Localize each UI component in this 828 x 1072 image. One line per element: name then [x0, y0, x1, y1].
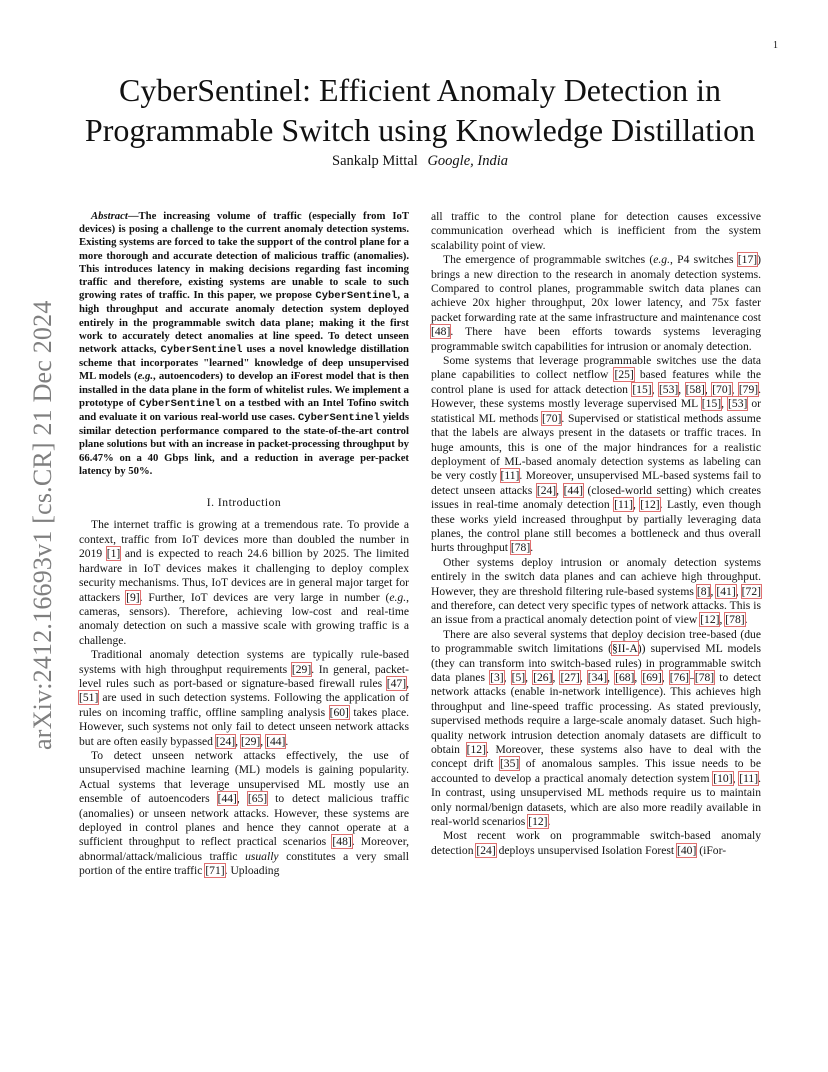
- citation[interactable]: [35]: [499, 757, 520, 771]
- paragraph: There are also several systems that deploy decision tree-based (due to programmable switch limitations (§II-A)) supervised ML models (they can transform into switch-based rules) in programmable switch data planes [3], [5], [26], [27], [34], [68], [69], [76]–[78] to detect network attacks (enable in-network intelligence). This achieves high throughput and line-speed traffic processing. As stated previously, supervised methods require a large-scale anomaly dataset. Such high-quality network intrusion detection anomaly datasets are difficult to obtain [12]. Moreover, these systems also have to deal with the concept drift [35] of anomalous samples. This issue needs to be accounted to develop a practical anomaly detection system [10], [11]. In contrast, using unsupervised ML methods require us to maintain only normal/benign datasets, which are also more readily available in real-world scenarios [12].: [431, 627, 762, 829]
- citation[interactable]: [34]: [587, 671, 608, 684]
- citation[interactable]: [24]: [536, 483, 557, 497]
- paragraph: The emergence of programmable switches (e.g., P4 switches [17]) brings a new direction to the research in anomaly detection systems. Compared to control planes, programmable switch data planes can achieve 20x higher throughput, 20x lower latency, and 75x faster packet forwarding rate at the same infrastructure and maintenance cost [48]. There have been efforts towards systems leveraging programmable switch capabilities for intrusion or anomaly detection.: [431, 253, 762, 353]
- paragraph: Most recent work on programmable switch-based anomaly detection [24] deploys unsupervised Isolation Forest [40] (iFor-: [431, 829, 761, 857]
- citation[interactable]: [1]: [106, 547, 121, 561]
- citation[interactable]: [3]: [490, 671, 504, 684]
- citation[interactable]: [11]: [614, 498, 633, 512]
- citation[interactable]: [65]: [247, 792, 268, 806]
- citation[interactable]: [10]: [713, 771, 733, 785]
- citation[interactable]: [27]: [560, 671, 580, 684]
- right-column: [431, 210, 761, 858]
- citation[interactable]: [15]: [701, 397, 722, 411]
- citation[interactable]: [51]: [79, 691, 99, 705]
- citation[interactable]: [70]: [712, 382, 732, 396]
- citation[interactable]: [9]: [126, 590, 140, 604]
- citation[interactable]: [12]: [640, 498, 660, 512]
- citation[interactable]: [11]: [739, 771, 759, 785]
- citation[interactable]: [68]: [615, 671, 635, 684]
- citation[interactable]: [78]: [510, 541, 531, 555]
- citation[interactable]: [15]: [632, 382, 652, 396]
- citation[interactable]: [53]: [658, 382, 679, 396]
- author-affiliation: Google, India: [427, 153, 508, 169]
- citation[interactable]: [47]: [386, 676, 407, 690]
- citation[interactable]: [70]: [542, 411, 562, 425]
- citation[interactable]: [17]: [737, 253, 758, 267]
- left-column: [79, 210, 409, 879]
- citation[interactable]: [8]: [696, 584, 711, 598]
- citation[interactable]: [72]: [741, 584, 761, 598]
- title-line-1: CyberSentinel: Efficient Anomaly Detection in: [119, 72, 721, 108]
- arxiv-identifier: arXiv:2412.16693v1 [cs.CR] 21 Dec 2024: [28, 300, 57, 750]
- citation[interactable]: [58]: [685, 382, 705, 396]
- paper-title: [60, 70, 780, 150]
- citation[interactable]: [29]: [291, 662, 312, 676]
- author-name: Sankalp Mittal: [332, 153, 418, 169]
- citation[interactable]: [79]: [738, 382, 759, 396]
- citation[interactable]: [12]: [700, 613, 720, 627]
- citation[interactable]: [71]: [205, 864, 225, 878]
- citation[interactable]: [69]: [642, 671, 662, 684]
- section-reference[interactable]: §II-A: [612, 642, 638, 656]
- citation[interactable]: [53]: [728, 397, 748, 411]
- citation[interactable]: [26]: [533, 671, 553, 684]
- section-heading-introduction: I. Introduction: [206, 496, 282, 510]
- paragraph: all traffic to the control plane for detection causes excessive communication overhead which is inefficient from the system scalability point of view.: [431, 210, 761, 252]
- citation[interactable]: [44]: [563, 483, 583, 497]
- page-number: 1: [773, 40, 778, 51]
- citation[interactable]: [44]: [266, 734, 286, 748]
- abstract: Abstract—The increasing volume of traffic (especially from IoT devices) is posing a challenge to the current anomaly detection systems. Existing systems are forced to take the support of the control plane for a more thorough and accurate detection of malicious traffic (anomalies). This introduces latency in making decisions regarding fast incoming traffic and therefore, existing systems are unable to scale to such growing rates of traffic. In this paper, we propose CyberSentinel, a high throughput and accurate anomaly detection system deployed entirely in the programmable switch data plane; making it the first work to accurately detect anomalies at line speed. To detect unseen network attacks, CyberSentinel uses a novel knowledge distillation scheme that incorporates "learned" knowledge of deep unsupervised ML models (e.g., autoencoders) to develop an iForest model that is then installed in the data plane in the form of whitelist rules. We implement a prototype of CyberSentinel on a testbed with an Intel Tofino switch and evaluate it on various real-world use cases. CyberSentinel yields similar detection performance compared to the state-of-the-art control plane solutions but with an increase in packet-processing throughput by 66.47% on a 40 Gbps link, and a reduction in average per-packet latency by 50%.: [79, 210, 410, 477]
- citation[interactable]: [48]: [332, 835, 352, 849]
- abstract-label: Abstract: [91, 210, 128, 222]
- paragraph: To detect unseen network attacks effectively, the use of unsupervised machine learning (ML) models is gaining popularity. Actual systems that leverage unsupervised ML mostly use an ensemble of autoencoders [44], [65] to detect malicious traffic (anomalies) or unseen network attacks. However, these systems are deployed in control planes and hence they cannot operate at a sufficient throughput to reflect practical scenarios [48]. Moreover, abnormal/attack/malicious traffic usually constitutes a very small portion of the entire traffic [71]. Uploading: [79, 748, 410, 878]
- paragraph: Some systems that leverage programmable switches use the data plane capabilities to collect netflow [25] based features while the control plane is used for attack detection [15], [53], [58], [70], [79]. However, these systems mostly leverage supervised ML [15], [53] or statistical ML methods [70]. Supervised or statistical methods assume that the labels are always present in the datasets or traffic traces. In huge amounts, this is one of the major hindrances for a realistic deployment of ML-based anomaly detection systems as labeling can be very costly [11]. Moreover, unsupervised ML-based systems fail to detect unseen attacks [24], [44] (closed-world setting) which creates issues in real-time anomaly detection [11], [12]. Lastly, even though these works yield increased throughput by partially leveraging data planes, the control plane still becomes a bottleneck and thus overall hurts throughput [78].: [431, 354, 762, 555]
- citation[interactable]: [44]: [217, 792, 237, 806]
- paragraph: Traditional anomaly detection systems are typically rule-based systems with high throughput requirements [29]. In general, packet-level rules such as port-based or signature-based firewall rules [47], [51] are used in such detection systems. Following the application of rules on incoming traffic, offline sampling analysis [60] takes place. However, such systems not only fail to detect unseen network attacks but are often easily bypassed [24], [29], [44].: [79, 648, 409, 748]
- title-line-2: Programmable Switch using Knowledge Distillation: [84, 112, 756, 148]
- citation[interactable]: [76]: [669, 671, 690, 684]
- citation[interactable]: [25]: [614, 368, 634, 382]
- citation[interactable]: [78]: [725, 613, 745, 627]
- citation[interactable]: [12]: [528, 815, 548, 829]
- author-line: [60, 153, 780, 170]
- paragraph: The internet traffic is growing at a tremendous rate. To provide a context, traffic from IoT devices more than doubled the number in 2019 [1] and is expected to reach 24.6 billion by 2025. The limited hardware in IoT devices makes it challenging to deploy complex security mechanisms. Thus, IoT devices are in general major target for attackers [9]. Further, IoT devices are very large in number (e.g., cameras, sensors). Therefore, achieving low-cost and real-time anomaly detection on such a massive scale with growing traffic is a challenge.: [79, 518, 410, 647]
- citation[interactable]: [41]: [716, 584, 736, 598]
- citation[interactable]: [24]: [476, 843, 496, 857]
- citation[interactable]: [60]: [329, 705, 349, 719]
- citation[interactable]: [24]: [215, 734, 236, 748]
- citation[interactable]: [5]: [511, 671, 526, 684]
- paragraph: Other systems deploy intrusion or anomaly detection systems entirely in the switch data planes and can achieve high throughput. However, they are threshold filtering rule-based systems [8], [41], [72] and therefore, can detect very specific types of network attacks. This is an issue from a practical anomaly detection point of view [12], [78].: [431, 555, 761, 627]
- citation[interactable]: [12]: [466, 743, 486, 757]
- citation[interactable]: [78]: [694, 671, 715, 684]
- citation[interactable]: [11]: [500, 469, 520, 483]
- citation[interactable]: [29]: [240, 734, 261, 748]
- citation[interactable]: [48]: [431, 325, 451, 339]
- citation[interactable]: [40]: [677, 843, 697, 857]
